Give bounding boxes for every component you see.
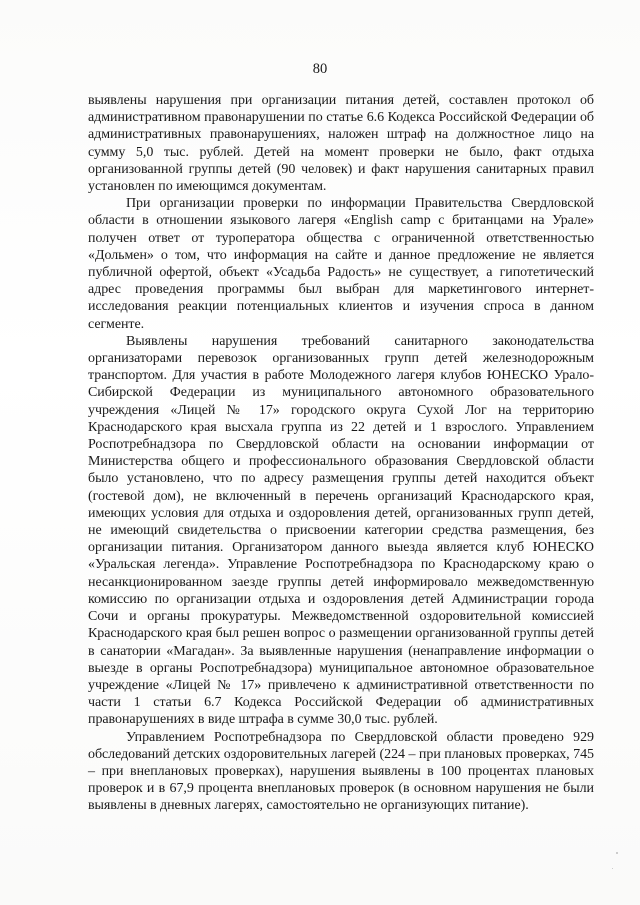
paragraph-4: Управлением Роспотребнадзора по Свердловской области проведено 929 обследований детских оздоровительных лагерей (224 – при плановых проверках, 745 – при внеплановых проверках), нарушения выявлены в 100 процентах плановых проверок и в 67,9 процента внеплановых проверок (в основном нарушения не были выявлены в дневных лагерях, самостоятельно не организующих питание). [88,729,594,814]
paragraph-3: Выявлены нарушения требований санитарного законодательства организаторами перевозок организованных групп детей железнодорожным транспортом. Для участия в работе Молодежного лагеря клубов ЮНЕСКО Урало-Сибирской Федерации из муниципального автономного образовательного учреждения «Лицей № 17» городского округа Сухой Лог на территорию Краснодарского края высхала группа из 22 детей и 1 взрослого. Управлением Роспотребнадзора по Свердловской области на основании информации от Министерства общего и профессионального образования Свердловской области было установлено, что по адресу размещения группы детей находится объект (гостевой дом), не включенный в перечень организаций Краснодарского края, имеющих условия для отдыха и оздоровления детей, организованных групп детей, не имеющий свидетельства о присвоении категории средства размещения, без организации питания. Организатором данного выезда является клуб ЮНЕСКО «Уральская легенда». Управление Роспотребнадзора по Краснодарскому краю о несанкционированном заезде группы детей информировало межведомственную комиссию по организации отдыха и оздоровления детей Администрации города Сочи и органы прокуратуры. Межведомственной оздоровительной комиссией Краснодарского края был решен вопрос о размещении организованной группы детей в санатории «Магадан». За выявленные нарушения (ненаправление информации о выезде в органы Роспотребнадзора) муниципальное автономное образовательное учреждение «Лицей № 17» привлечено к административной ответственности по части 1 статьи 6.7 Кодекса Российской Федерации об административных правонарушениях в виде штрафа в сумме 30,0 тыс. рублей. [88,333,594,728]
paragraph-1: выявлены нарушения при организации питания детей, составлен протокол об административном правонарушении по статье 6.6 Кодекса Российской Федерации об административных правонарушениях, наложен штраф на должностное лицо на сумму 5,0 тыс. рублей. Детей на момент проверки не было, факт отдыха организованной группы детей (90 человек) и факт нарушения санитарных правил установлен по имеющимся документам. [88,93,594,195]
scan-speck [612,868,613,869]
page-number: 80 [312,61,328,77]
document-body [88,92,594,815]
scan-speck [616,852,618,854]
paragraph-2: При организации проверки по информации Правительства Свердловской области в отношении языкового лагеря «English camp с британцами на Урале» получен ответ от туроператора общества с ограниченной ответственностью «Дольмен» о том, что информация на сайте и данное предложение не является публичной офертой, объект «Усадьба Радость» не существует, а гипотетический адрес проведения программы был выбран для маркетингового интернет-исследования реакции потенциальных клиентов и изучения спроса в данном сегменте. [88,196,594,332]
